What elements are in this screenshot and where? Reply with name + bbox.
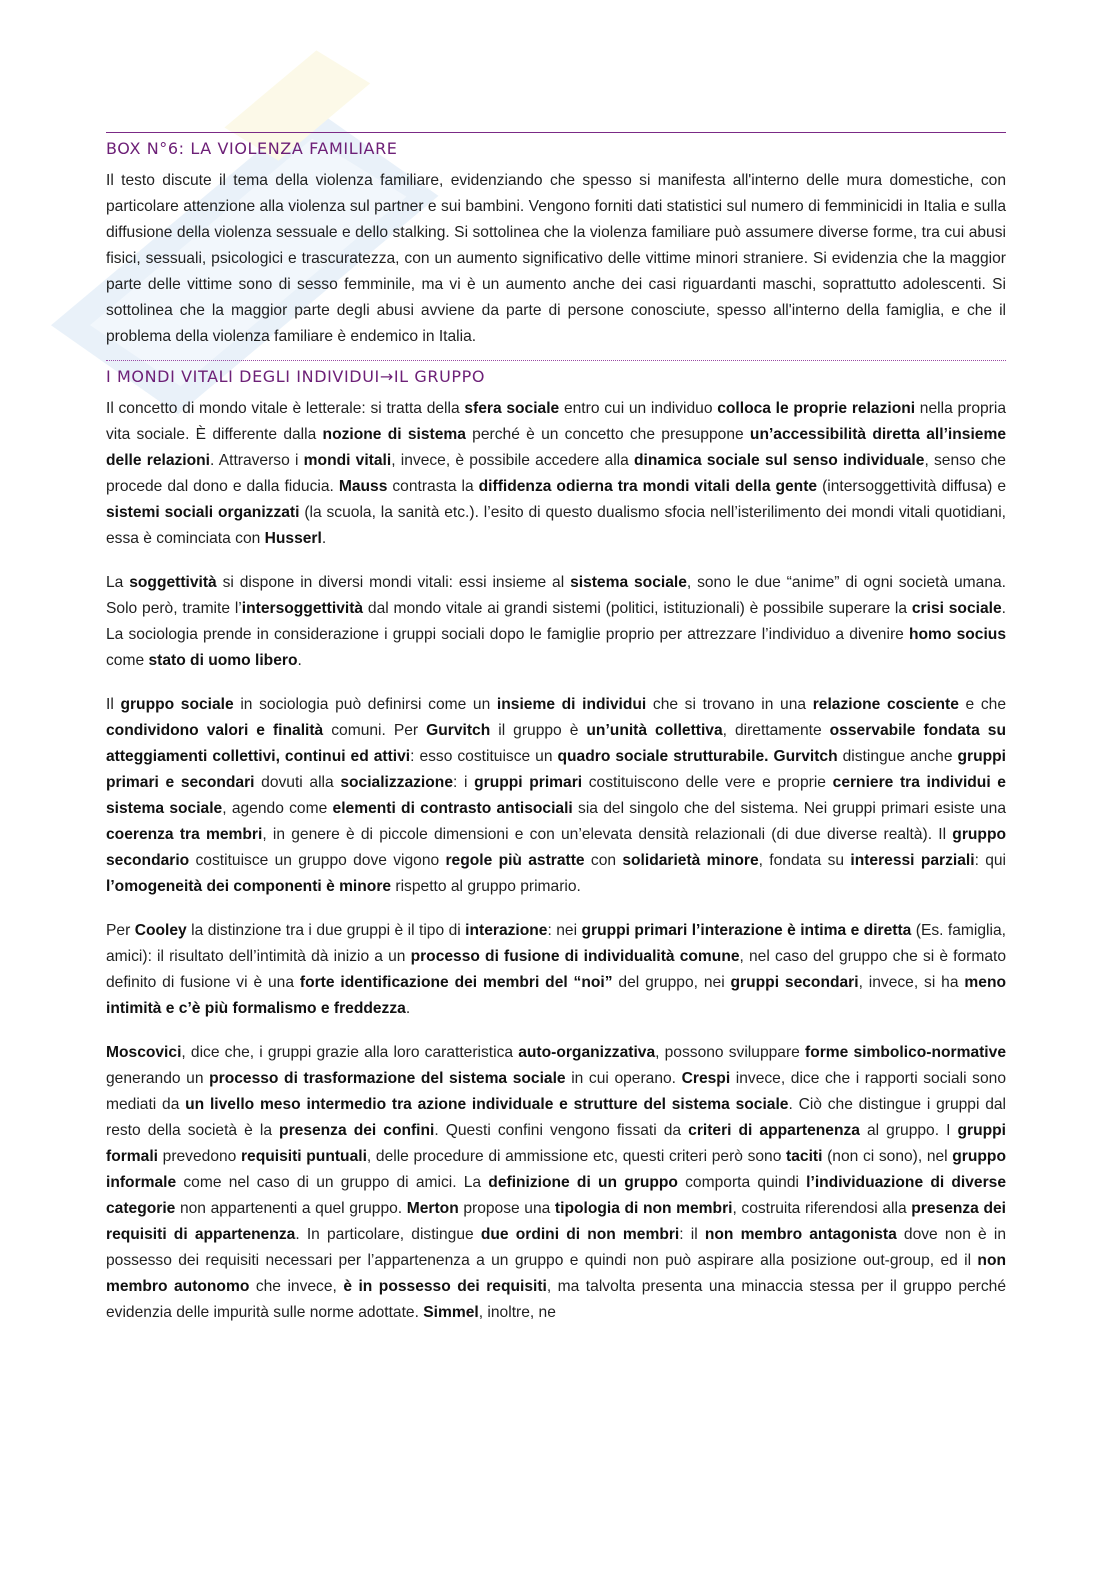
bold-term: soggettività [129,574,217,591]
bold-term: stato di uomo libero [148,652,298,669]
bold-term: interazione [465,922,548,939]
bold-term: sistemi sociali organizzati [106,504,300,521]
bold-term: cerniere tra individui e sistema sociale [106,774,1006,817]
bold-term: elementi di contrasto antisociali [332,800,573,817]
section-divider-dotted [106,360,1006,361]
bold-term: processo di fusione di individualità comune [410,948,740,965]
paragraph-moscovici: Moscovici, dice che, i gruppi grazie alla loro caratteristica auto-organizzativa, possono sviluppare forme simbolico-normative generando un processo di trasformazione del sistema sociale in cui operano. Crespi invece, dice che i rapporti sociali sono mediati da un livello meso intermedio tra azione individuale e strutture del sistema sociale. Ciò che distingue i gruppi dal resto della società è la presenza dei confini. Questi confini vengono fissati da criteri di appartenenza al gruppo. I gruppi formali prevedono requisiti puntuali, delle procedure di ammissione etc, questi criteri però sono taciti (non ci sono), nel gruppo informale come nel caso di un gruppo di amici. La definizione di un gruppo comporta quindi l’individuazione di diverse categorie non appartenenti a quel gruppo. Merton propose una tipologia di non membri, costruita riferendosi alla presenza dei requisiti di appartenenza. In particolare, distingue due ordini di non membri: il non membro antagonista dove non è in possesso dei requisiti necessari per l’appartenenza a un gruppo e quindi non può aspirare alla posizione out-group, ed il non membro autonomo che invece, è in possesso dei requisiti, ma talvolta presenta una minaccia stessa per il gruppo perché evidenzia delle impurità sulle norme adottate. Simmel, inoltre, ne [106,1044,1007,1321]
bold-term: nozione di sistema [322,426,466,443]
bold-term: meno intimità e c’è più formalismo e freddezza [106,974,1006,1017]
bold-term: Mauss [338,478,388,495]
bold-term: interessi parziali [850,852,975,869]
bold-term: regole più astratte [445,852,585,869]
bold-term: colloca le proprie relazioni [717,400,916,417]
bold-term: insieme di individui [496,696,647,713]
bold-term: processo di trasformazione del sistema sociale [209,1070,566,1087]
bold-term: Simmel [423,1304,479,1321]
section-divider-top [106,132,1006,133]
bold-term: Crespi [681,1070,731,1087]
bold-term: quadro sociale strutturabile. [557,748,769,765]
bold-term: criteri di appartenenza [688,1122,860,1139]
bold-term: forme simbolico-normative [805,1044,1006,1061]
bold-term: mondi vitali [303,452,392,469]
box-paragraph: Il testo discute il tema della violenza familiare, evidenziando che spesso si manifesta all'interno delle mura domestiche, con particolare attenzione alla violenza sul partner e sui bambini. Vengono forniti dati statistici sul numero di femminicidi in Italia e sulla diffusione della violenza sessuale e dello stalking. Si sottolinea che la violenza familiare può assumere diverse forme, tra cui abusi fisici, sessuali, psicologici e trascuratezza, con un aumento significativo delle vittime minori straniere. Si evidenzia che la maggior parte delle vittime sono di sesso femminile, ma vi è un aumento anche dei casi riguardanti maschi, soprattutto adolescenti. Si sottolinea che la maggior parte degli abusi avviene da parte di persone conosciute, spesso all'interno della famiglia, e che il problema della violenza familiare è endemico in Italia. [106,172,1006,345]
bold-term: gruppo secondario [106,826,1006,869]
bold-term: gruppi formali [106,1122,1006,1165]
bold-term: l’individuazione di diverse categorie [106,1174,1006,1217]
bold-term: gruppi primari e secondari [106,748,1006,791]
bold-term: auto-organizzativa [518,1044,656,1061]
bold-term: requisiti puntuali [240,1148,367,1165]
bold-term: crisi sociale [911,600,1002,617]
bold-term: solidarietà minore [622,852,759,869]
bold-term: tipologia di non membri [554,1200,733,1217]
bold-term: homo socius [908,626,1006,643]
bold-term: Gurvitch [426,722,491,739]
bold-term: sfera sociale [464,400,560,417]
bold-term: gruppo sociale [120,696,234,713]
box-heading: BOX N°6: LA VIOLENZA FAMILIARE [106,139,398,158]
bold-term: gruppi primari l’interazione è intima e diretta [581,922,912,939]
paragraph-mondo-vitale: Il concetto di mondo vitale è letterale: si tratta della sfera sociale entro cui un individuo colloca le proprie relazioni nella propria vita sociale. È differente dalla nozione di sistema perché è un concetto che presuppone un’accessibilità diretta all’insieme delle relazioni. Attraverso i mondi vitali, invece, è possibile accedere alla dinamica sociale sul senso individuale, senso che procede dal dono e dalla fiducia. Mauss contrasta la diffidenza odierna tra mondi vitali della gente (intersoggettività diffusa) e sistemi sociali organizzati (la scuola, la sanità etc.). l’esito di questo dualismo sfocia nell’isterilimento dei mondi vitali quotidiani, essa è cominciata con Husserl. [106,400,1007,547]
bold-term: è in possesso dei requisiti [343,1278,547,1295]
bold-term: gruppo informale [106,1148,1006,1191]
bold-term: taciti [786,1148,823,1165]
bold-term: non membro autonomo [106,1252,1006,1295]
bold-term: osservabile fondata su atteggiamenti collettivi, continui ed attivi [106,722,1006,765]
bold-term: presenza dei confini [279,1122,435,1139]
bold-term: due ordini di non membri [480,1226,680,1243]
section-heading: I MONDI VITALI DEGLI INDIVIDUI→IL GRUPPO [106,367,486,386]
paragraph-soggettivita: La soggettività si dispone in diversi mondi vitali: essi insieme al sistema sociale, sono le due “anime” di ogni società umana. Solo però, tramite l’intersoggettività dal mondo vitale ai grandi sistemi (politici, istituzionali) è possibile superare la crisi sociale. La sociologia prende in considerazione i gruppi sociali dopo le famiglie proprio per attrezzare l’individuo a divenire homo socius come stato di uomo libero. [106,574,1006,669]
bold-term: definizione di un gruppo [488,1174,678,1191]
bold-term: Moscovici [106,1044,182,1061]
bold-term: Husserl [264,530,322,547]
bold-term: Gurvitch [773,748,838,765]
bold-term: forte identificazione dei membri del “noi” [299,974,613,991]
bold-term: presenza dei requisiti di appartenenza [106,1200,1006,1243]
bold-term: relazione cosciente [812,696,959,713]
bold-term: diffidenza odierna tra mondi vitali della gente [478,478,818,495]
bold-term: gruppi secondari [730,974,859,991]
bold-term: dinamica sociale sul senso individuale [634,452,925,469]
bold-term: condividono valori e finalità [106,722,324,739]
bold-term: l’omogeneità dei componenti è minore [106,878,392,895]
bold-term: sistema sociale [570,574,687,591]
paragraph-cooley: Per Cooley la distinzione tra i due gruppi è il tipo di interazione: nei gruppi primari l’interazione è intima e diretta (Es. famiglia, amici): il risultato dell’intimità dà inizio a un processo di fusione di individualità comune, nel caso del gruppo che si è formato definito di fusione vi è una forte identificazione dei membri del “noi” del gruppo, nei gruppi secondari, invece, si ha meno intimità e c’è più formalismo e freddezza. [106,922,1007,1017]
bold-term: Cooley [134,922,187,939]
bold-term: non membro antagonista [704,1226,897,1243]
bold-term: un’accessibilità diretta all’insieme delle relazioni [106,426,1006,469]
bold-term: gruppi primari [474,774,583,791]
bold-term: un’unità collettiva [586,722,723,739]
bold-term: coerenza tra membri [106,826,263,843]
bold-term: socializzazione [340,774,453,791]
bold-term: un livello meso intermedio tra azione individuale e strutture del sistema sociale [185,1096,789,1113]
bold-term: Merton [406,1200,459,1217]
bold-term: intersoggettività [241,600,364,617]
paragraph-gruppo-sociale: Il gruppo sociale in sociologia può definirsi come un insieme di individui che si trovano in una relazione cosciente e che condividono valori e finalità comuni. Per Gurvitch il gruppo è un’unità collettiva, direttamente osservabile fondata su atteggiamenti collettivi, continui ed attivi: esso costituisce un quadro sociale strutturabile. Gurvitch distingue anche gruppi primari e secondari dovuti alla socializzazione: i gruppi primari costituiscono delle vere e proprie cerniere tra individui e sistema sociale, agendo come elementi di contrasto antisociali sia del singolo che del sistema. Nei gruppi primari esiste una coerenza tra membri, in genere è di piccole dimensioni e con un’elevata densità relazionali (di due diverse realtà). Il gruppo secondario costituisce un gruppo dove vigono regole più astratte con solidarietà minore, fondata su interessi parziali: qui l’omogeneità dei componenti è minore rispetto al gruppo primario. [106,696,1007,895]
